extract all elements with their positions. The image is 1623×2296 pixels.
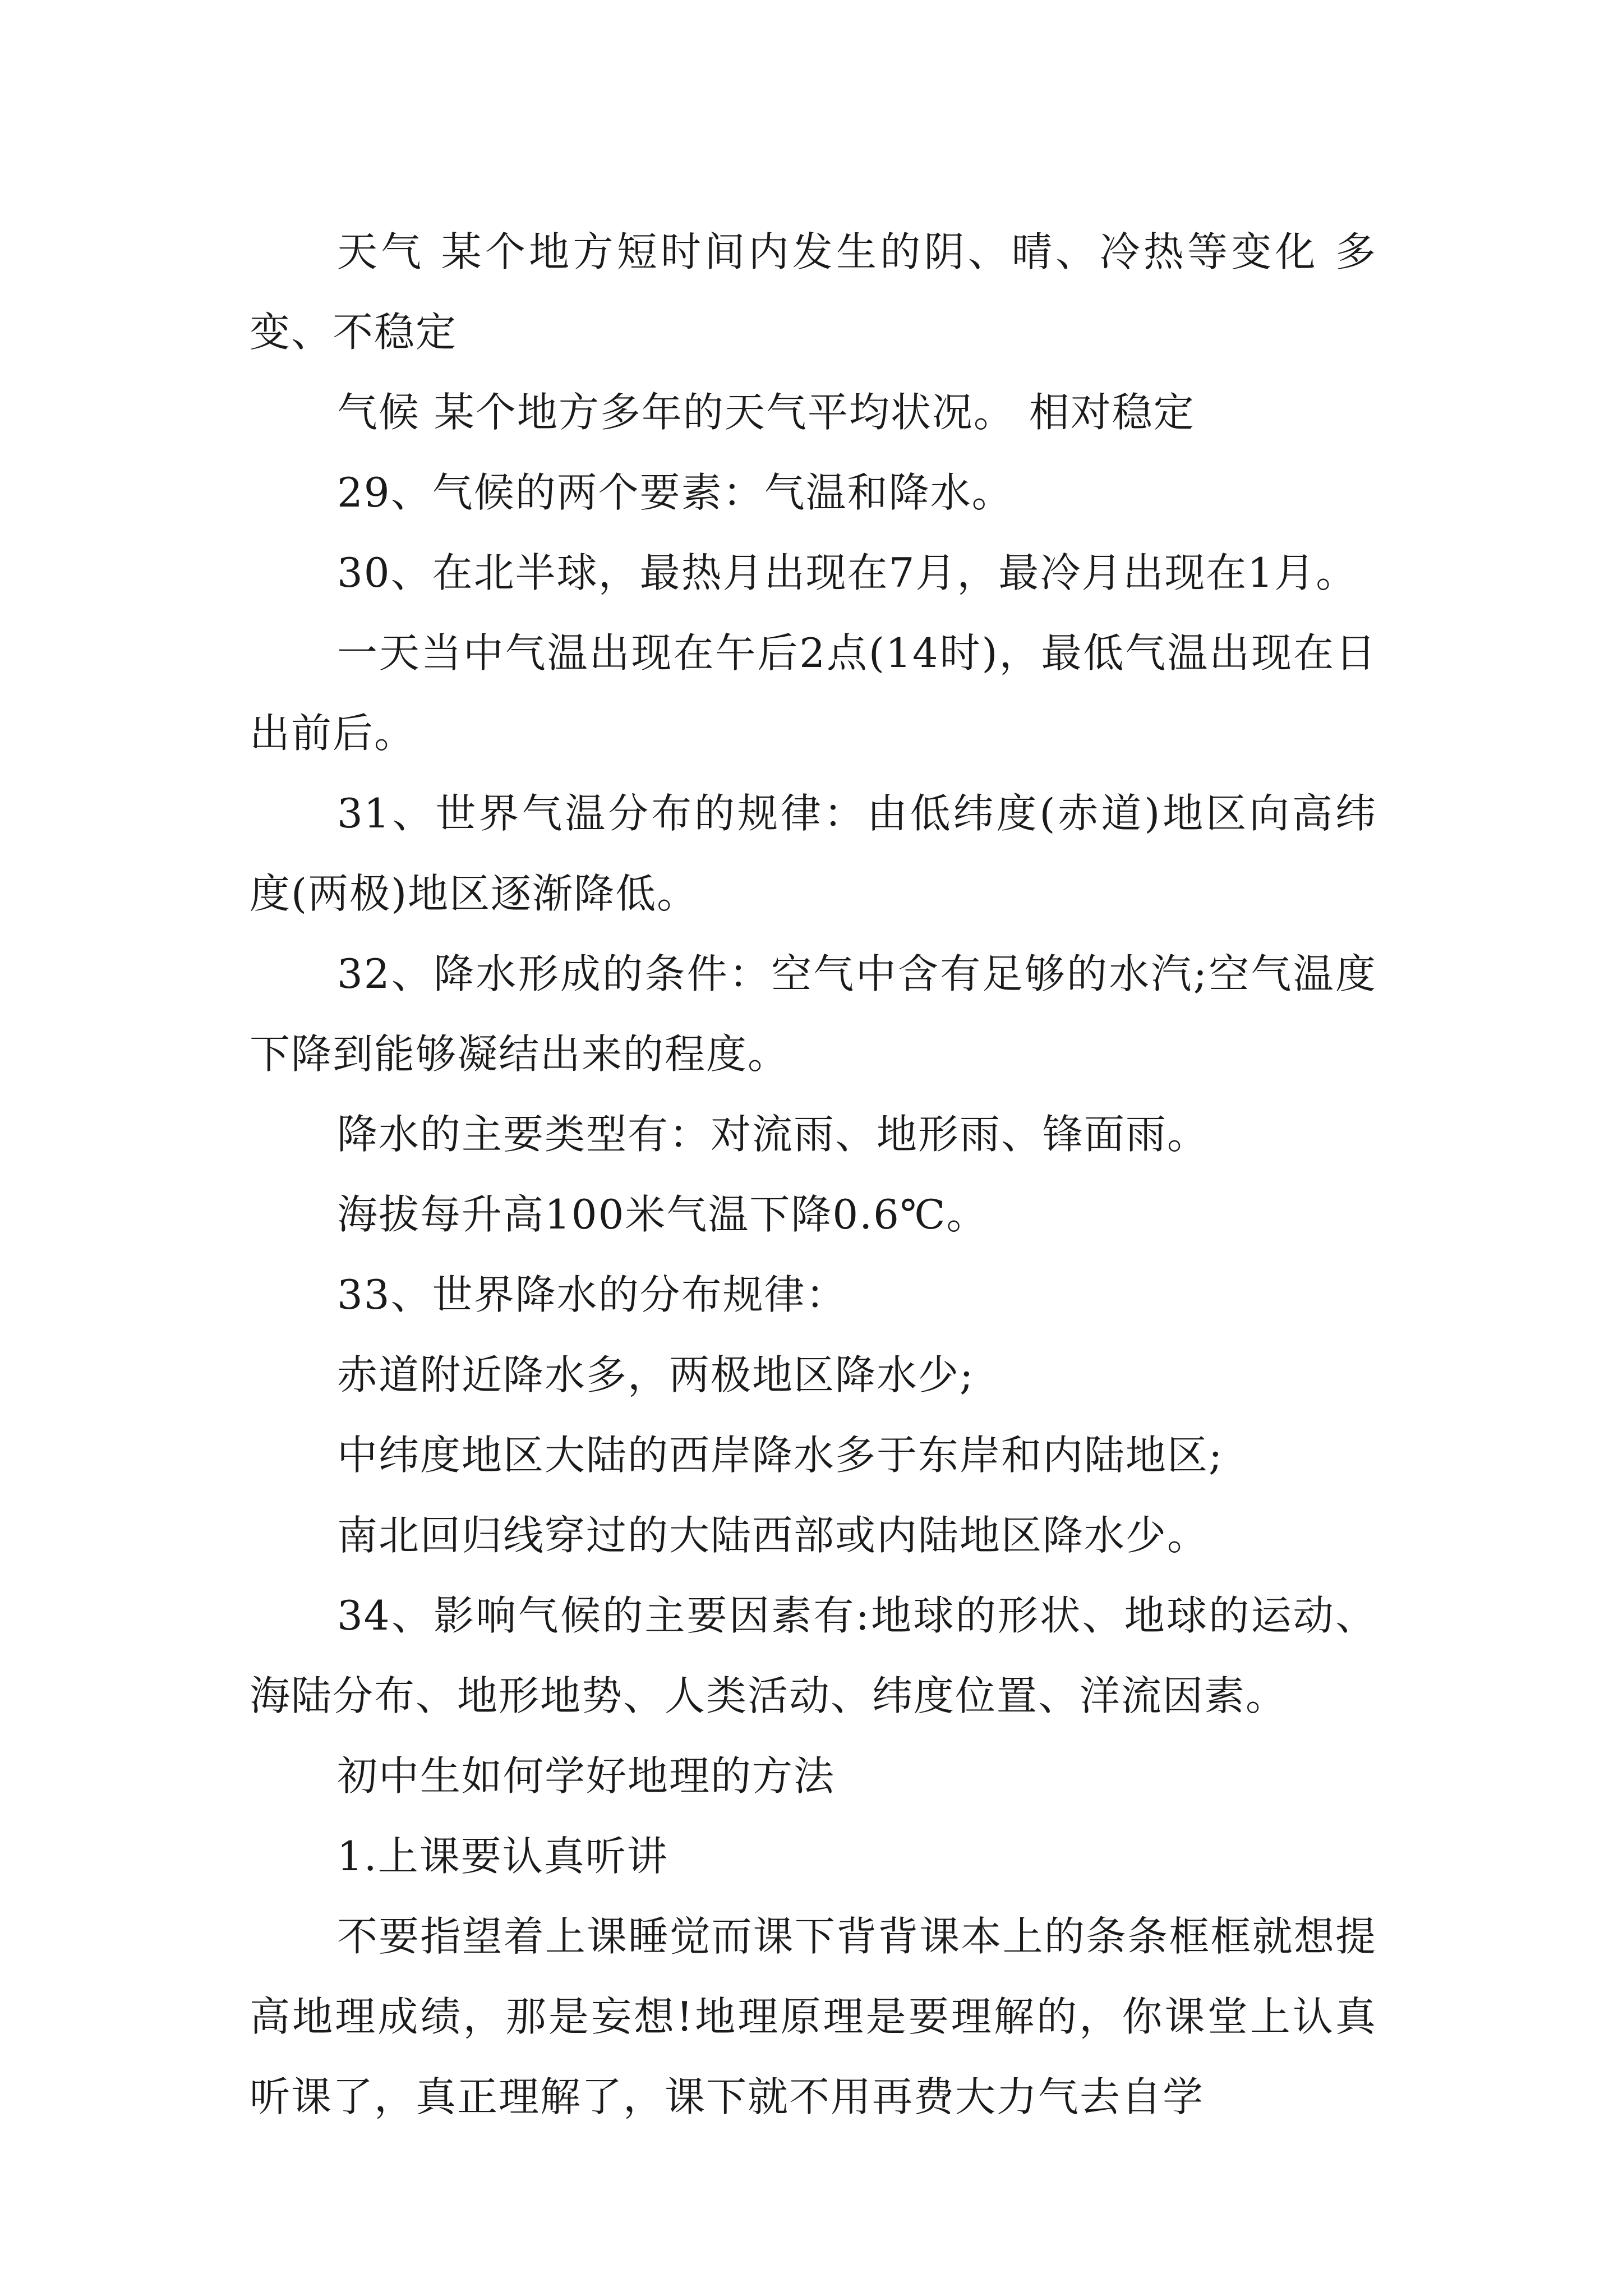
paragraph-33: 33、世界降水的分布规律： [337,1271,847,1318]
paragraph-tropics-precipitation: 南北回归线穿过的大陆西部或内陆地区降水少。 [337,1512,1209,1559]
document-body [250,212,1377,2137]
paragraph-weather-definition: 天气 某个地方短时间内发生的阴、晴、冷热等变化 多变、不稳定 [250,228,1377,356]
paragraph-precipitation-types: 降水的主要类型有：对流雨、地形雨、锋面雨。 [337,1111,1209,1158]
paragraph-equator-precipitation: 赤道附近降水多，两极地区降水少; [337,1351,975,1398]
paragraph-34: 34、影响气候的主要因素有:地球的形状、地球的运动、海陆分布、地形地势、人类活动、纬度位置、洋流因素。 [250,1592,1377,1719]
paragraph-altitude-temperature: 海拔每升高100米气温下降0.6℃。 [337,1191,988,1238]
paragraph-29: 29、气候的两个要素：气温和降水。 [337,469,1013,516]
paragraph-listen-in-class: 不要指望着上课睡觉而课下背背课本上的条条框框就想提高地理成绩，那是妄想!地理原理是要理解的，你课堂上认真听课了，真正理解了，课下就不用再费大力气去自学 [250,1913,1377,2120]
paragraph-30: 30、在北半球，最热月出现在7月，最冷月出现在1月。 [337,549,1358,596]
subheading-listen-in-class: 1.上课要认真听讲 [337,1833,668,1880]
paragraph-mid-latitude-precipitation: 中纬度地区大陆的西岸降水多于东岸和内陆地区; [337,1432,1224,1479]
paragraph-climate-definition: 气候 某个地方多年的天气平均状况。 相对稳定 [337,389,1195,436]
section-heading-study-methods: 初中生如何学好地理的方法 [337,1752,836,1800]
paragraph-daily-temperature: 一天当中气温出现在午后2点(14时)，最低气温出现在日出前后。 [250,629,1377,757]
paragraph-32: 32、降水形成的条件：空气中含有足够的水汽;空气温度下降到能够凝结出来的程度。 [250,950,1377,1078]
paragraph-31: 31、世界气温分布的规律：由低纬度(赤道)地区向高纬度(两极)地区逐渐降低。 [250,790,1377,917]
